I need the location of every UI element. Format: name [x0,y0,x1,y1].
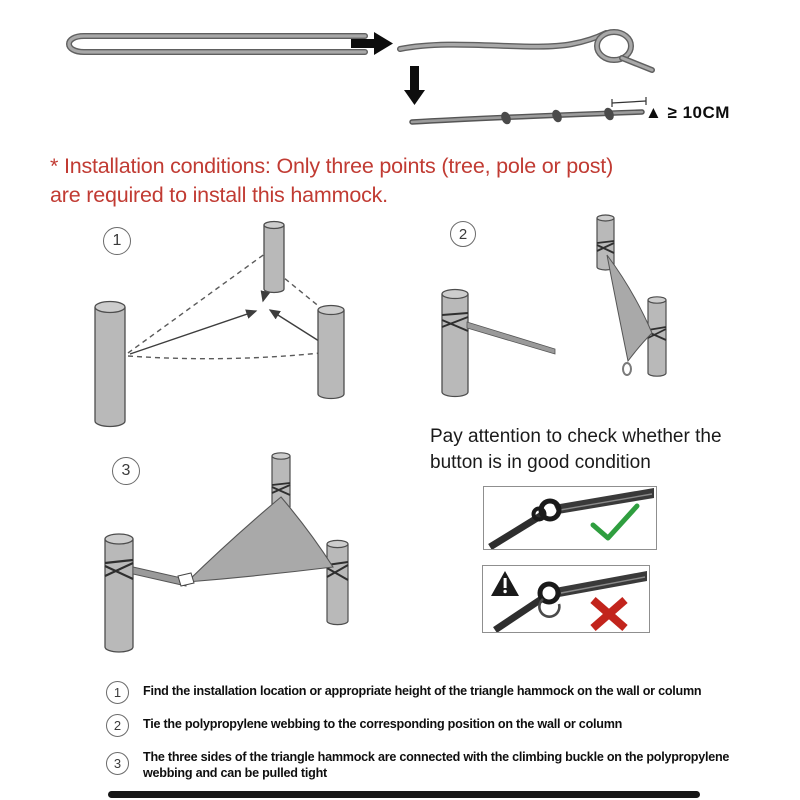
pole-right [318,306,344,399]
pole-top [264,222,284,293]
list-item [106,746,754,781]
instruction-3-text: The three sides of the triangle hammock are connected with the climbing buckle on the polypropylene webbing and can be pulled tight [143,750,730,780]
corner-loop [623,363,631,375]
instruction-2-text: Tie the polypropylene webbing to the corresponding position on the wall or column [143,717,623,731]
dashed-guides [128,253,332,359]
list-item [106,680,754,704]
heading-line-2: are required to install this hammock. [50,183,388,207]
hanging-shade [607,255,652,375]
instruction-2-badge [106,714,129,737]
note-line-2: button is in good condition [430,452,651,473]
measure-tick [612,97,646,107]
step2-diagram [430,205,680,405]
note-line-1: Pay attention to check whether the [430,426,722,447]
step1-number: 1 [112,232,122,249]
center-arrows [130,255,330,354]
pole-left [95,302,125,427]
instruction-list [106,680,754,790]
step3-number: 3 [121,462,131,479]
installation-conditions-heading [50,152,740,210]
step2-number: 2 [458,225,468,243]
min-distance-label: ▲ ≥ 10CM [645,103,730,122]
arrow-down-icon [404,66,425,105]
instruction-3-badge [106,752,129,775]
heading-line-1: * Installation conditions: Only three points (tree, pole or post) [50,154,614,178]
cross-icon [593,600,625,628]
warning-icon [491,571,519,596]
webbing-strap [467,322,555,354]
buckle-good-example [483,486,657,550]
buckle-bad-example [482,565,650,633]
knotted-rope-illustration [412,97,646,126]
pole-left [105,534,133,652]
step1-diagram [80,215,420,440]
scrollbar-indicator[interactable] [108,791,700,798]
instruction-1-badge [106,681,129,704]
triangle-hammock [187,497,333,582]
folded-rope-illustration [69,36,365,52]
step3-diagram [90,445,420,685]
check-icon [593,506,637,538]
list-item [106,713,754,737]
pole-right [327,540,348,624]
pole-bottom-right [648,297,666,376]
attention-note [430,424,775,476]
looped-rope-illustration [400,32,652,70]
buckle [178,573,194,586]
pole-with-webbing [442,290,555,397]
instruction-2-number: 2 [113,718,122,733]
instruction-1-text: Find the installation location or appropriate height of the triangle hammock on the wall or column [143,684,702,698]
rope-knot-diagram [0,0,800,145]
instruction-1-number: 1 [113,685,122,700]
instruction-3-number: 3 [113,756,122,771]
